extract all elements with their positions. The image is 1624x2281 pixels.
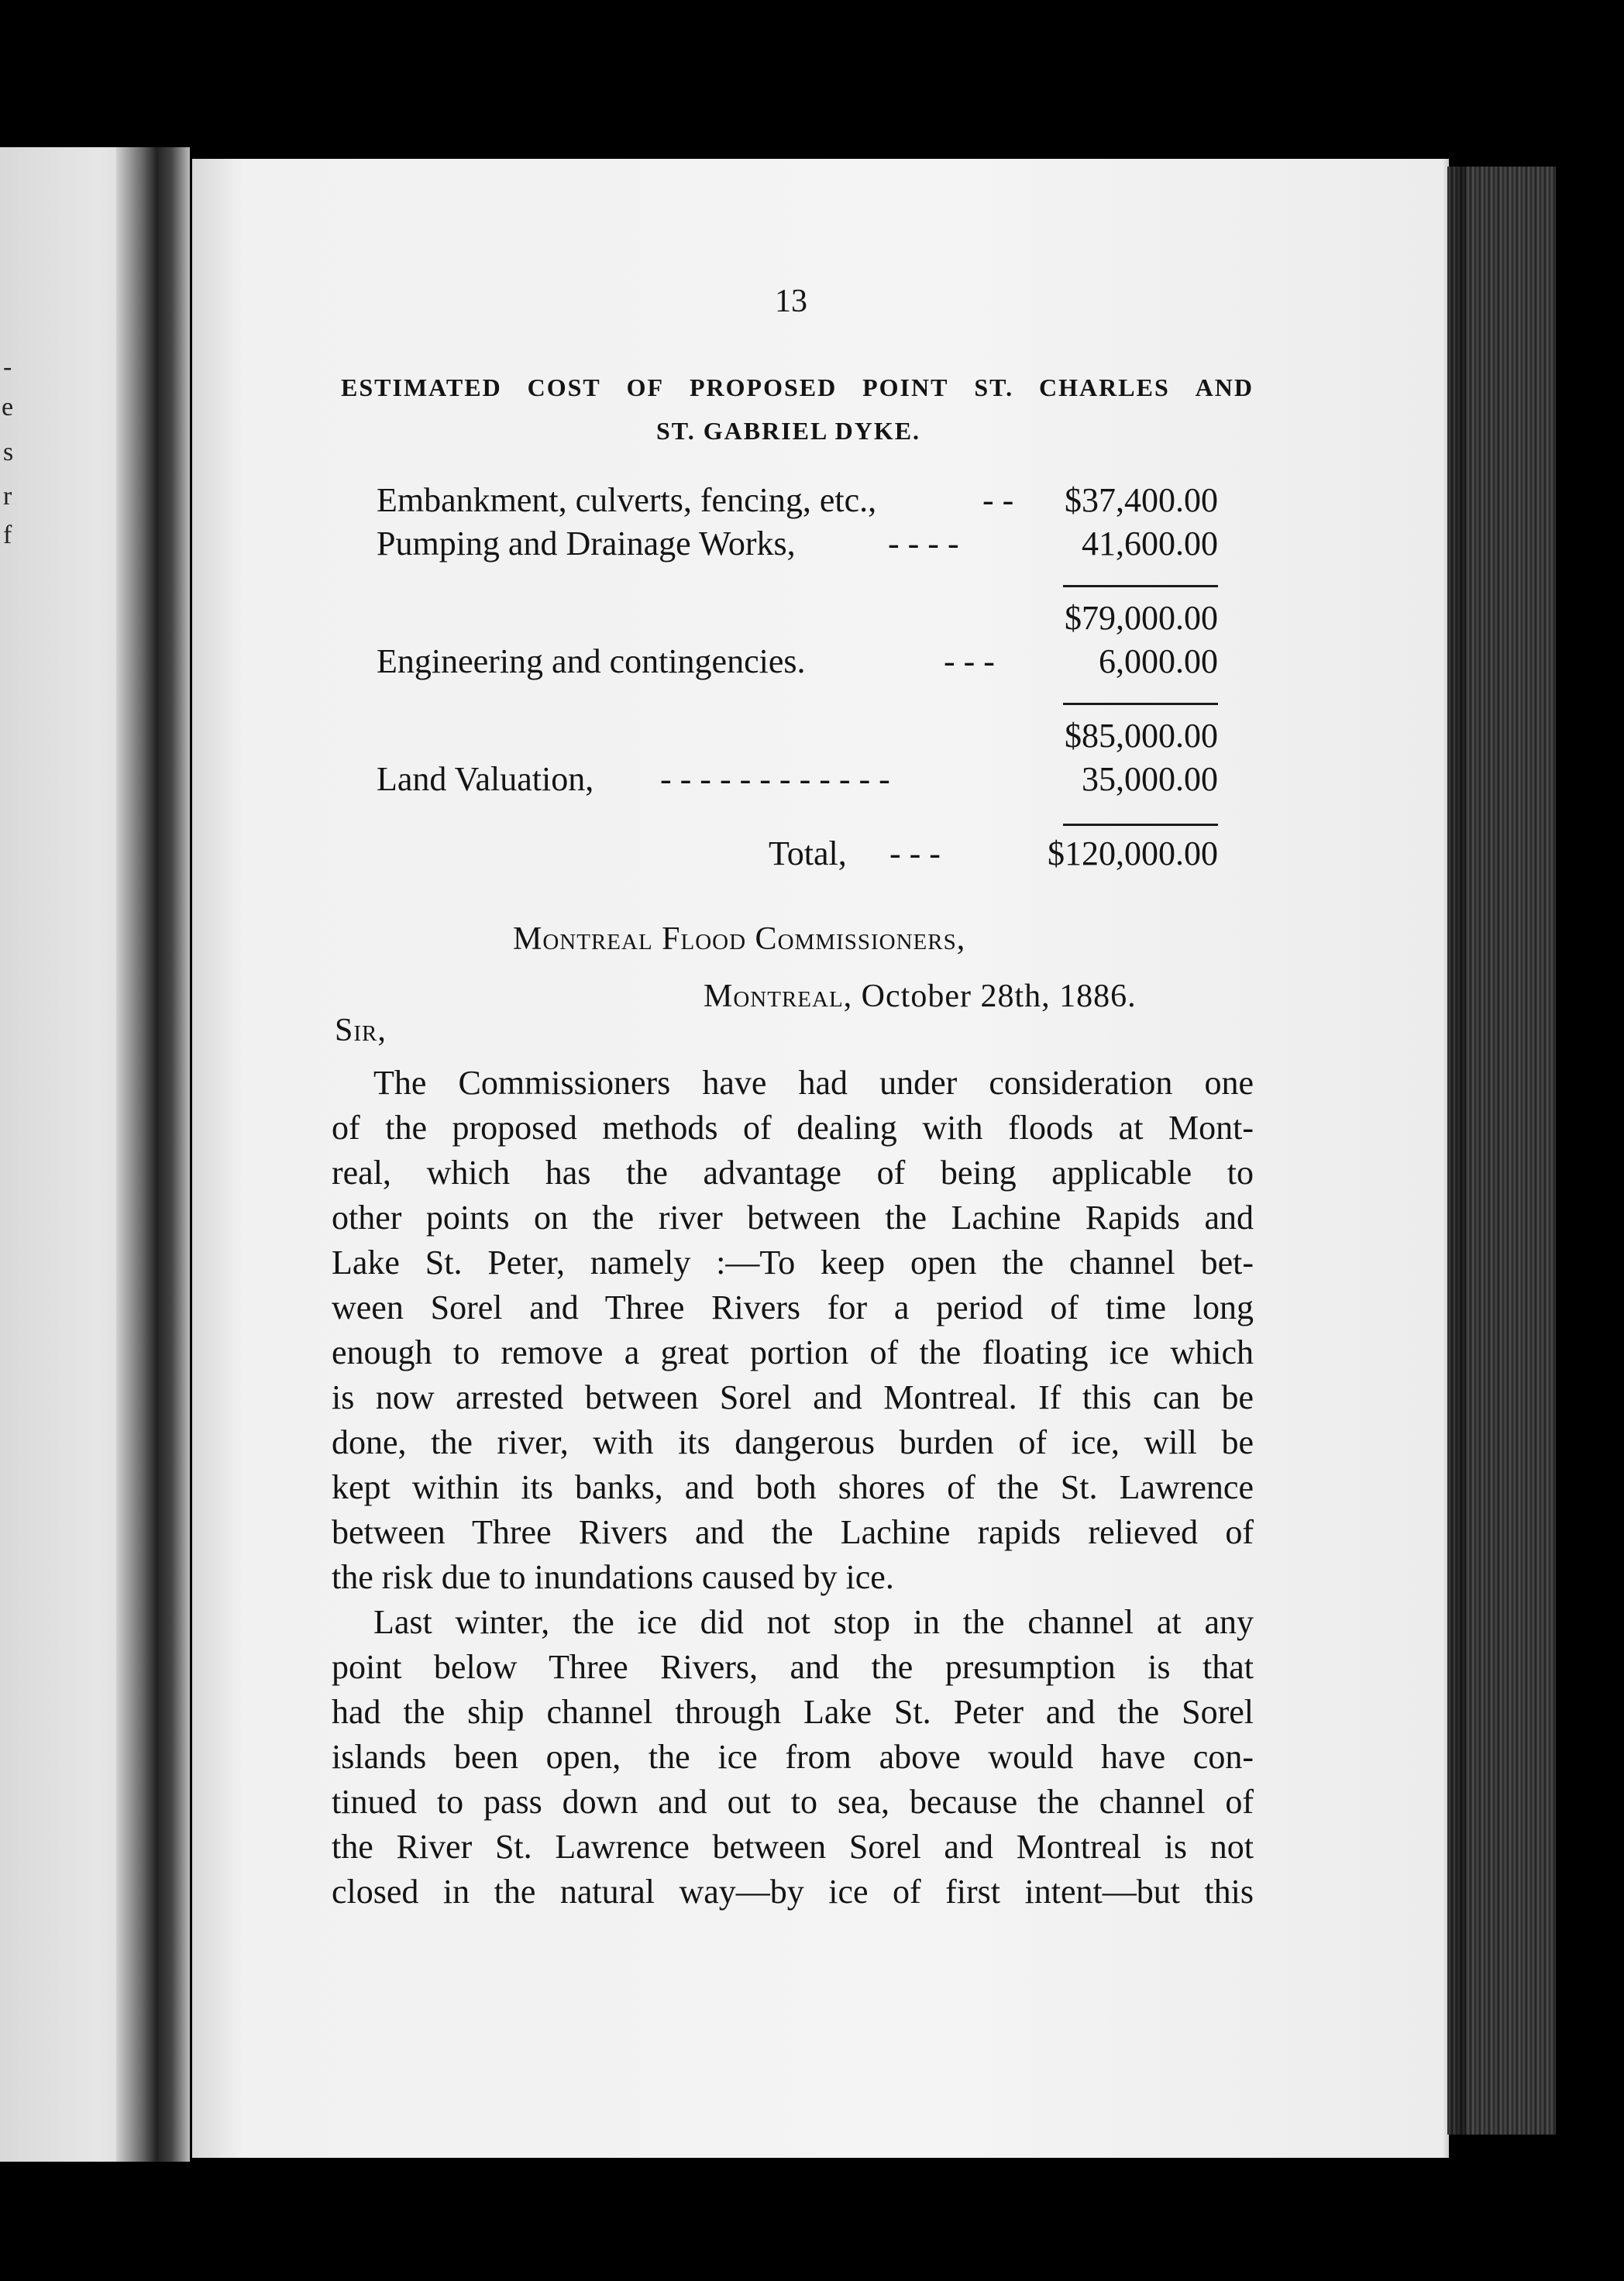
cost-row-leader: - - - bbox=[944, 642, 995, 680]
cost-row-leader: - - - - - - - - - - - - bbox=[660, 760, 890, 798]
body-text-line: the River St. Lawrence between Sorel and Montreal is not bbox=[332, 1828, 1254, 1866]
total-leader: - - - bbox=[889, 834, 941, 872]
heading-word: ESTIMATED bbox=[341, 373, 502, 401]
cost-row-label: Pumping and Drainage Works, bbox=[377, 525, 796, 563]
body-text-line: enough to remove a great portion of the floating ice which bbox=[332, 1333, 1254, 1371]
table-heading-line-1 bbox=[341, 373, 1254, 402]
letter-place: Montreal, bbox=[704, 979, 853, 1014]
cost-row-leader: - - - - bbox=[888, 525, 959, 563]
left-page-fragment: - bbox=[3, 353, 12, 381]
body-text-line: the risk due to inundations caused by ice. bbox=[332, 1558, 894, 1596]
body-text-line: Lake St. Peter, namely :—To keep open the channel bet- bbox=[332, 1244, 1254, 1282]
heading-word: COST bbox=[527, 373, 601, 401]
total-rule bbox=[1063, 824, 1218, 826]
letter-date: October 28th, 1886. bbox=[861, 979, 1137, 1014]
left-page-fragment: f bbox=[3, 521, 12, 549]
body-text-line: real, which has the advantage of being applicable to bbox=[332, 1154, 1254, 1192]
body-text-line: is now arrested between Sorel and Montreal. If this can be bbox=[332, 1378, 1254, 1416]
body-text-line: point below Three Rivers, and the presumption is that bbox=[332, 1648, 1254, 1686]
total-label: Total, bbox=[769, 834, 847, 872]
subtotal-rule bbox=[1063, 703, 1218, 705]
heading-word: CHARLES bbox=[1039, 373, 1170, 401]
body-text-line: done, the river, with its dangerous burden of ice, will be bbox=[332, 1423, 1254, 1461]
letter-dateline bbox=[704, 978, 1137, 1015]
body-text-line: The Commissioners have had under consideration one bbox=[373, 1064, 1254, 1102]
left-page-fragment: s bbox=[3, 438, 14, 466]
cost-row-leader: - - bbox=[982, 481, 1014, 519]
body-text-line: islands been open, the ice from above would have con- bbox=[332, 1738, 1254, 1776]
table-heading-line-2: ST. GABRIEL DYKE. bbox=[656, 417, 921, 445]
cost-row-label: Land Valuation, bbox=[377, 760, 594, 798]
heading-word: POINT bbox=[862, 373, 949, 401]
page-number: 13 bbox=[775, 284, 807, 319]
page-edge-shadow bbox=[1443, 159, 1466, 2158]
letter-salutation bbox=[335, 1012, 387, 1049]
body-text-line: Last winter, the ice did not stop in the channel at any bbox=[373, 1603, 1254, 1641]
subtotal-amount: $85,000.00 bbox=[1065, 717, 1218, 755]
cost-row-label: Embankment, culverts, fencing, etc., bbox=[377, 481, 877, 519]
letter-office bbox=[513, 920, 965, 958]
letter-office-text: Montreal Flood Commissioners, bbox=[513, 921, 966, 957]
subtotal-rule bbox=[1063, 585, 1218, 587]
heading-word: PROPOSED bbox=[689, 373, 838, 401]
body-text-line: closed in the natural way—by ice of first intent—but this bbox=[332, 1873, 1254, 1911]
body-text-line: kept within its banks, and both shores of the St. Lawrence bbox=[332, 1468, 1254, 1506]
body-text-line: between Three Rivers and the Lachine rapids relieved of bbox=[332, 1513, 1254, 1551]
body-text-line: ween Sorel and Three Rivers for a period of time long bbox=[332, 1288, 1254, 1326]
cost-row-amount: 6,000.00 bbox=[1099, 642, 1218, 680]
heading-word: AND bbox=[1195, 373, 1254, 401]
book-gutter bbox=[116, 147, 190, 2162]
subtotal-amount: $79,000.00 bbox=[1065, 599, 1218, 637]
heading-word: OF bbox=[626, 373, 665, 401]
body-text-line: tinued to pass down and out to sea, because the channel of bbox=[332, 1783, 1254, 1821]
left-page-fragment: r bbox=[3, 482, 12, 511]
cost-row-amount: $37,400.00 bbox=[1065, 481, 1218, 519]
left-page-fragment: e bbox=[2, 393, 14, 421]
total-amount: $120,000.00 bbox=[1048, 834, 1218, 872]
cost-row-label: Engineering and contingencies. bbox=[377, 642, 806, 680]
body-text-line: had the ship channel through Lake St. Peter and the Sorel bbox=[332, 1693, 1254, 1731]
cost-row-amount: 35,000.00 bbox=[1082, 760, 1218, 798]
heading-word: ST. bbox=[974, 373, 1014, 401]
body-text-line: of the proposed methods of dealing with floods at Mont- bbox=[332, 1109, 1254, 1147]
cost-row-amount: 41,600.00 bbox=[1082, 525, 1218, 563]
salutation-text: Sir, bbox=[335, 1013, 387, 1048]
body-text-line: other points on the river between the Lachine Rapids and bbox=[332, 1199, 1254, 1237]
